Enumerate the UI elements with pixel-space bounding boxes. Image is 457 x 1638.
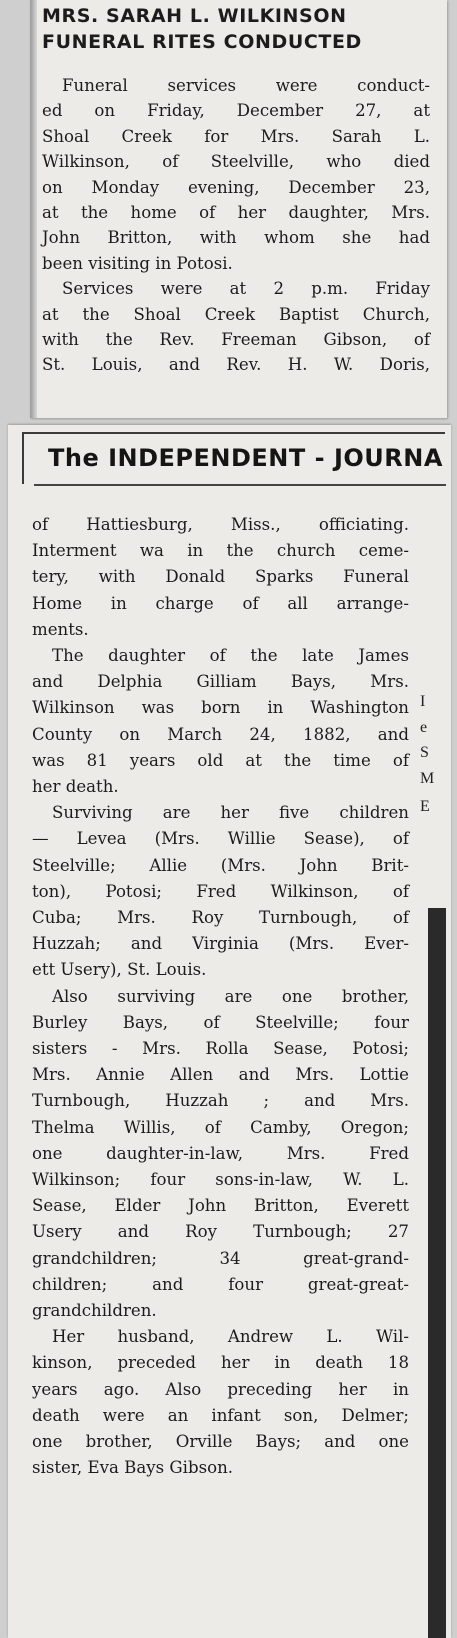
article-line: been visiting in Potosi. — [42, 253, 233, 273]
article-line: one brother, Orville Bays; and one — [32, 1432, 409, 1451]
article-line: at the Shoal Creek Baptist Church, — [42, 304, 430, 324]
article-line: death were an infant son, Delmer; — [32, 1405, 409, 1425]
margin-letter: M — [420, 770, 435, 787]
article-line: Thelma Willis, of Camby, Oregon; — [32, 1117, 409, 1137]
article-line: John Britton, with whom she had — [42, 228, 430, 248]
article-line: Home in charge of all arrange- — [32, 593, 409, 613]
margin-letter: S — [420, 744, 429, 761]
article-line: sister, Eva Bays Gibson. — [32, 1458, 234, 1478]
article-line: Huzzah; and Virginia (Mrs. Ever- — [32, 934, 409, 954]
margin-letter: I — [420, 693, 426, 710]
article-line: on Monday evening, December 23, — [42, 177, 430, 197]
article-line: was 81 years old at the time of — [32, 750, 409, 770]
article-line: Services were at 2 p.m. Friday — [62, 279, 430, 299]
article-line: Her husband, Andrew L. Wil- — [52, 1327, 409, 1347]
article-line: ments. — [32, 619, 89, 639]
article-line: — Levea (Mrs. Willie Sease), of — [32, 829, 409, 849]
masthead-rule — [34, 484, 446, 486]
article-line: her death. — [32, 777, 119, 796]
article-line: Sease, Elder John Britton, Everett — [32, 1196, 409, 1216]
article-line: Interment wa in the church ceme- — [32, 541, 409, 561]
article-line: of Hattiesburg, Miss., officiating. — [32, 515, 409, 534]
headline-line-2: FUNERAL RITES CONDUCTED — [42, 31, 362, 53]
article-line: years ago. Also preceding her in — [32, 1379, 409, 1399]
article-line: Wilkinson was born in Washington — [32, 698, 409, 718]
article-line: Also surviving are one brother, — [52, 986, 409, 1006]
newspaper-masthead: The INDEPENDENT - JOURNA — [48, 444, 443, 472]
article-line: tery, with Donald Sparks Funeral — [32, 567, 409, 587]
article-line: Steelville; Allie (Mrs. John Brit- — [32, 855, 409, 875]
article-line: St. Louis, and Rev. H. W. Doris, — [42, 355, 430, 375]
article-line: ton), Potosi; Fred Wilkinson, of — [32, 881, 409, 901]
article-line: ed on Friday, December 27, at — [42, 101, 430, 121]
article-line: ett Usery), St. Louis. — [32, 960, 207, 980]
article-line: Burley Bays, of Steelville; four — [32, 1012, 409, 1032]
article-line: Surviving are her five children — [52, 803, 409, 823]
article-line: with the Rev. Freeman Gibson, of — [42, 330, 430, 349]
article-line: Shoal Creek for Mrs. Sarah L. — [42, 126, 430, 146]
article-line: Cuba; Mrs. Roy Turnbough, of — [32, 908, 409, 927]
article-line: sisters - Mrs. Rolla Sease, Potosi; — [32, 1039, 409, 1058]
clipping-top — [30, 0, 447, 418]
article-line: The daughter of the late James — [52, 646, 409, 665]
article-line: children; and four great-great- — [32, 1274, 409, 1294]
dark-edge-strip — [428, 908, 446, 1638]
article-line: and Delphia Gilliam Bays, Mrs. — [32, 672, 409, 692]
article-line: grandchildren. — [32, 1301, 157, 1320]
article-line: County on March 24, 1882, and — [32, 724, 409, 744]
margin-letter: e — [420, 719, 428, 736]
article-line: Usery and Roy Turnbough; 27 — [32, 1222, 409, 1242]
article-line: kinson, preceded her in death 18 — [32, 1353, 409, 1373]
article-line: Funeral services were conduct- — [62, 76, 430, 95]
article-line: grandchildren; 34 great-grand- — [32, 1248, 409, 1268]
article-line: Mrs. Annie Allen and Mrs. Lottie — [32, 1065, 409, 1085]
article-line: Wilkinson, of Steelville, who died — [42, 152, 430, 172]
headline-line-1: MRS. SARAH L. WILKINSON — [42, 5, 347, 27]
article-line: Turnbough, Huzzah ; and Mrs. — [32, 1091, 409, 1111]
article-line: one daughter-in-law, Mrs. Fred — [32, 1143, 409, 1163]
article-line: at the home of her daughter, Mrs. — [42, 203, 430, 222]
margin-letter: E — [420, 798, 430, 815]
article-line: Wilkinson; four sons-in-law, W. L. — [32, 1170, 409, 1189]
